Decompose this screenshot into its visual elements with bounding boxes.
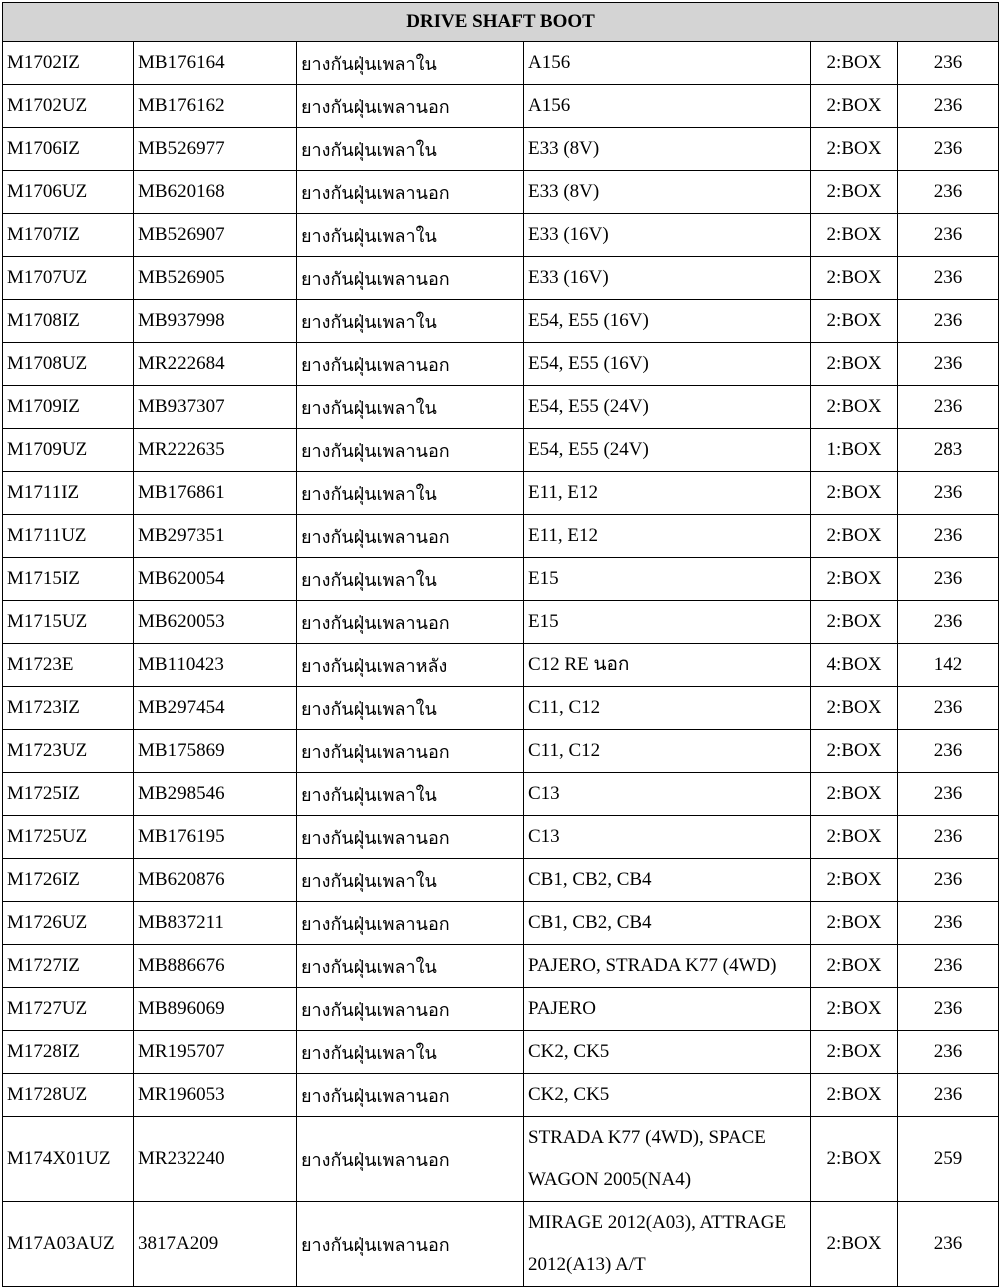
cell-description: ยางกันฝุ่นเพลานอก	[297, 429, 524, 472]
cell-vehicle-model: E54, E55 (16V)	[524, 300, 811, 343]
cell-price: 236	[898, 1202, 999, 1287]
cell-price: 236	[898, 343, 999, 386]
cell-item-code: M1702UZ	[3, 85, 134, 128]
cell-item-code: M1727IZ	[3, 945, 134, 988]
cell-description: ยางกันฝุ่นเพลาใน	[297, 1031, 524, 1074]
cell-price: 236	[898, 300, 999, 343]
cell-description: ยางกันฝุ่นเพลาใน	[297, 558, 524, 601]
cell-pack-quantity: 2:BOX	[811, 42, 898, 85]
cell-price: 236	[898, 902, 999, 945]
cell-vehicle-model: PAJERO	[524, 988, 811, 1031]
cell-part-number: 3817A209	[134, 1202, 297, 1287]
table-row	[3, 687, 999, 730]
cell-part-number: MB297351	[134, 515, 297, 558]
table-row	[3, 257, 999, 300]
table-row	[3, 1074, 999, 1117]
cell-description: ยางกันฝุ่นเพลานอก	[297, 816, 524, 859]
cell-price: 236	[898, 386, 999, 429]
cell-part-number: MB937998	[134, 300, 297, 343]
cell-description: ยางกันฝุ่นเพลาใน	[297, 859, 524, 902]
cell-price: 236	[898, 214, 999, 257]
cell-price: 142	[898, 644, 999, 687]
table-row	[3, 343, 999, 386]
cell-vehicle-model: E33 (8V)	[524, 128, 811, 171]
cell-part-number: MB298546	[134, 773, 297, 816]
cell-item-code: M1723E	[3, 644, 134, 687]
table-row	[3, 42, 999, 85]
cell-part-number: MB176195	[134, 816, 297, 859]
cell-price: 236	[898, 773, 999, 816]
cell-vehicle-model: E54, E55 (24V)	[524, 386, 811, 429]
cell-vehicle-model: C13	[524, 816, 811, 859]
cell-item-code: M1715IZ	[3, 558, 134, 601]
cell-part-number: MB176861	[134, 472, 297, 515]
cell-item-code: M1707UZ	[3, 257, 134, 300]
cell-vehicle-model: C11, C12	[524, 730, 811, 773]
table-row	[3, 773, 999, 816]
cell-price: 236	[898, 128, 999, 171]
cell-pack-quantity: 2:BOX	[811, 1117, 898, 1202]
table-row	[3, 558, 999, 601]
table-row	[3, 171, 999, 214]
cell-description: ยางกันฝุ่นเพลานอก	[297, 171, 524, 214]
cell-item-code: M1727UZ	[3, 988, 134, 1031]
cell-item-code: M1725UZ	[3, 816, 134, 859]
cell-description: ยางกันฝุ่นเพลาใน	[297, 42, 524, 85]
cell-price: 236	[898, 257, 999, 300]
cell-vehicle-model: E33 (16V)	[524, 214, 811, 257]
cell-item-code: M1728UZ	[3, 1074, 134, 1117]
cell-price: 236	[898, 859, 999, 902]
cell-vehicle-model: CK2, CK5	[524, 1074, 811, 1117]
cell-description: ยางกันฝุ่นเพลาใน	[297, 300, 524, 343]
cell-part-number: MR196053	[134, 1074, 297, 1117]
table-title: DRIVE SHAFT BOOT	[3, 3, 999, 42]
table-row	[3, 1202, 999, 1287]
table-row	[3, 601, 999, 644]
cell-part-number: MB297454	[134, 687, 297, 730]
table-row	[3, 429, 999, 472]
cell-pack-quantity: 4:BOX	[811, 644, 898, 687]
cell-pack-quantity: 2:BOX	[811, 386, 898, 429]
cell-part-number: MB837211	[134, 902, 297, 945]
cell-pack-quantity: 2:BOX	[811, 601, 898, 644]
cell-part-number: MR222684	[134, 343, 297, 386]
cell-description: ยางกันฝุ่นเพลานอก	[297, 601, 524, 644]
cell-description: ยางกันฝุ่นเพลานอก	[297, 988, 524, 1031]
cell-price: 236	[898, 730, 999, 773]
cell-description: ยางกันฝุ่นเพลานอก	[297, 515, 524, 558]
cell-description: ยางกันฝุ่นเพลาใน	[297, 128, 524, 171]
cell-item-code: M17A03AUZ	[3, 1202, 134, 1287]
cell-pack-quantity: 2:BOX	[811, 214, 898, 257]
cell-pack-quantity: 1:BOX	[811, 429, 898, 472]
cell-price: 236	[898, 472, 999, 515]
cell-pack-quantity: 2:BOX	[811, 128, 898, 171]
cell-vehicle-model: STRADA K77 (4WD), SPACE WAGON 2005(NA4)	[524, 1117, 811, 1202]
cell-description: ยางกันฝุ่นเพลาใน	[297, 386, 524, 429]
table-row	[3, 386, 999, 429]
cell-item-code: M1725IZ	[3, 773, 134, 816]
cell-price: 236	[898, 42, 999, 85]
cell-price: 236	[898, 945, 999, 988]
cell-pack-quantity: 2:BOX	[811, 1074, 898, 1117]
table-row	[3, 1117, 999, 1202]
cell-price: 283	[898, 429, 999, 472]
cell-part-number: MB620876	[134, 859, 297, 902]
cell-pack-quantity: 2:BOX	[811, 1202, 898, 1287]
cell-description: ยางกันฝุ่นเพลานอก	[297, 730, 524, 773]
cell-item-code: M1709IZ	[3, 386, 134, 429]
cell-description: ยางกันฝุ่นเพลานอก	[297, 902, 524, 945]
cell-description: ยางกันฝุ่นเพลานอก	[297, 1117, 524, 1202]
cell-pack-quantity: 2:BOX	[811, 773, 898, 816]
cell-item-code: M1726IZ	[3, 859, 134, 902]
table-row	[3, 902, 999, 945]
cell-part-number: MB937307	[134, 386, 297, 429]
cell-price: 236	[898, 816, 999, 859]
table-body	[3, 42, 999, 1287]
cell-description: ยางกันฝุ่นเพลานอก	[297, 1074, 524, 1117]
table-row	[3, 1031, 999, 1074]
cell-item-code: M1707IZ	[3, 214, 134, 257]
cell-description: ยางกันฝุ่นเพลาใน	[297, 472, 524, 515]
cell-description: ยางกันฝุ่นเพลาใน	[297, 945, 524, 988]
cell-vehicle-model: E33 (16V)	[524, 257, 811, 300]
cell-item-code: M1708UZ	[3, 343, 134, 386]
cell-item-code: M1709UZ	[3, 429, 134, 472]
cell-part-number: MB526905	[134, 257, 297, 300]
cell-pack-quantity: 2:BOX	[811, 816, 898, 859]
cell-vehicle-model: C12 RE นอก	[524, 644, 811, 687]
cell-pack-quantity: 2:BOX	[811, 988, 898, 1031]
cell-pack-quantity: 2:BOX	[811, 300, 898, 343]
cell-pack-quantity: 2:BOX	[811, 558, 898, 601]
cell-vehicle-model: E11, E12	[524, 515, 811, 558]
cell-vehicle-model: CB1, CB2, CB4	[524, 859, 811, 902]
cell-item-code: M1723UZ	[3, 730, 134, 773]
table-row	[3, 515, 999, 558]
cell-price: 236	[898, 558, 999, 601]
table-row	[3, 816, 999, 859]
cell-part-number: MB620168	[134, 171, 297, 214]
cell-part-number: MB526907	[134, 214, 297, 257]
cell-pack-quantity: 2:BOX	[811, 902, 898, 945]
cell-price: 236	[898, 171, 999, 214]
cell-pack-quantity: 2:BOX	[811, 687, 898, 730]
cell-vehicle-model: E15	[524, 601, 811, 644]
cell-description: ยางกันฝุ่นเพลานอก	[297, 343, 524, 386]
cell-description: ยางกันฝุ่นเพลานอก	[297, 1202, 524, 1287]
cell-price: 236	[898, 1031, 999, 1074]
table-row	[3, 859, 999, 902]
cell-vehicle-model: MIRAGE 2012(A03), ATTRAGE 2012(A13) A/T	[524, 1202, 811, 1287]
cell-vehicle-model: A156	[524, 42, 811, 85]
cell-description: ยางกันฝุ่นเพลาใน	[297, 687, 524, 730]
cell-price: 236	[898, 687, 999, 730]
cell-item-code: M1702IZ	[3, 42, 134, 85]
cell-item-code: M1708IZ	[3, 300, 134, 343]
table-row	[3, 945, 999, 988]
cell-description: ยางกันฝุ่นเพลาใน	[297, 214, 524, 257]
cell-pack-quantity: 2:BOX	[811, 945, 898, 988]
cell-pack-quantity: 2:BOX	[811, 171, 898, 214]
cell-part-number: MR222635	[134, 429, 297, 472]
cell-pack-quantity: 2:BOX	[811, 472, 898, 515]
cell-price: 259	[898, 1117, 999, 1202]
table-row	[3, 85, 999, 128]
cell-item-code: M1715UZ	[3, 601, 134, 644]
cell-pack-quantity: 2:BOX	[811, 343, 898, 386]
cell-item-code: M1706UZ	[3, 171, 134, 214]
cell-pack-quantity: 2:BOX	[811, 859, 898, 902]
cell-price: 236	[898, 601, 999, 644]
parts-price-table	[2, 2, 999, 1287]
cell-part-number: MB176164	[134, 42, 297, 85]
cell-item-code: M1706IZ	[3, 128, 134, 171]
cell-vehicle-model: C11, C12	[524, 687, 811, 730]
cell-part-number: MB620054	[134, 558, 297, 601]
cell-part-number: MB620053	[134, 601, 297, 644]
cell-item-code: M174X01UZ	[3, 1117, 134, 1202]
cell-price: 236	[898, 1074, 999, 1117]
cell-vehicle-model: CB1, CB2, CB4	[524, 902, 811, 945]
cell-pack-quantity: 2:BOX	[811, 515, 898, 558]
table-row	[3, 300, 999, 343]
cell-part-number: MR232240	[134, 1117, 297, 1202]
cell-item-code: M1723IZ	[3, 687, 134, 730]
cell-vehicle-model: A156	[524, 85, 811, 128]
cell-part-number: MB526977	[134, 128, 297, 171]
cell-pack-quantity: 2:BOX	[811, 257, 898, 300]
cell-vehicle-model: E54, E55 (24V)	[524, 429, 811, 472]
cell-part-number: MB896069	[134, 988, 297, 1031]
cell-item-code: M1711UZ	[3, 515, 134, 558]
cell-description: ยางกันฝุ่นเพลานอก	[297, 85, 524, 128]
cell-part-number: MR195707	[134, 1031, 297, 1074]
cell-pack-quantity: 2:BOX	[811, 730, 898, 773]
table-row	[3, 988, 999, 1031]
cell-vehicle-model: C13	[524, 773, 811, 816]
table-row	[3, 730, 999, 773]
cell-price: 236	[898, 85, 999, 128]
cell-part-number: MB176162	[134, 85, 297, 128]
table-row	[3, 214, 999, 257]
cell-part-number: MB886676	[134, 945, 297, 988]
cell-pack-quantity: 2:BOX	[811, 1031, 898, 1074]
cell-item-code: M1726UZ	[3, 902, 134, 945]
table-row	[3, 128, 999, 171]
cell-vehicle-model: CK2, CK5	[524, 1031, 811, 1074]
cell-pack-quantity: 2:BOX	[811, 85, 898, 128]
cell-vehicle-model: E33 (8V)	[524, 171, 811, 214]
cell-vehicle-model: E54, E55 (16V)	[524, 343, 811, 386]
cell-description: ยางกันฝุ่นเพลาใน	[297, 773, 524, 816]
cell-item-code: M1711IZ	[3, 472, 134, 515]
cell-vehicle-model: E15	[524, 558, 811, 601]
cell-vehicle-model: E11, E12	[524, 472, 811, 515]
cell-price: 236	[898, 988, 999, 1031]
cell-price: 236	[898, 515, 999, 558]
table-row	[3, 644, 999, 687]
cell-description: ยางกันฝุ่นเพลาหลัง	[297, 644, 524, 687]
cell-vehicle-model: PAJERO, STRADA K77 (4WD)	[524, 945, 811, 988]
table-row	[3, 472, 999, 515]
cell-item-code: M1728IZ	[3, 1031, 134, 1074]
cell-part-number: MB175869	[134, 730, 297, 773]
cell-part-number: MB110423	[134, 644, 297, 687]
cell-description: ยางกันฝุ่นเพลานอก	[297, 257, 524, 300]
